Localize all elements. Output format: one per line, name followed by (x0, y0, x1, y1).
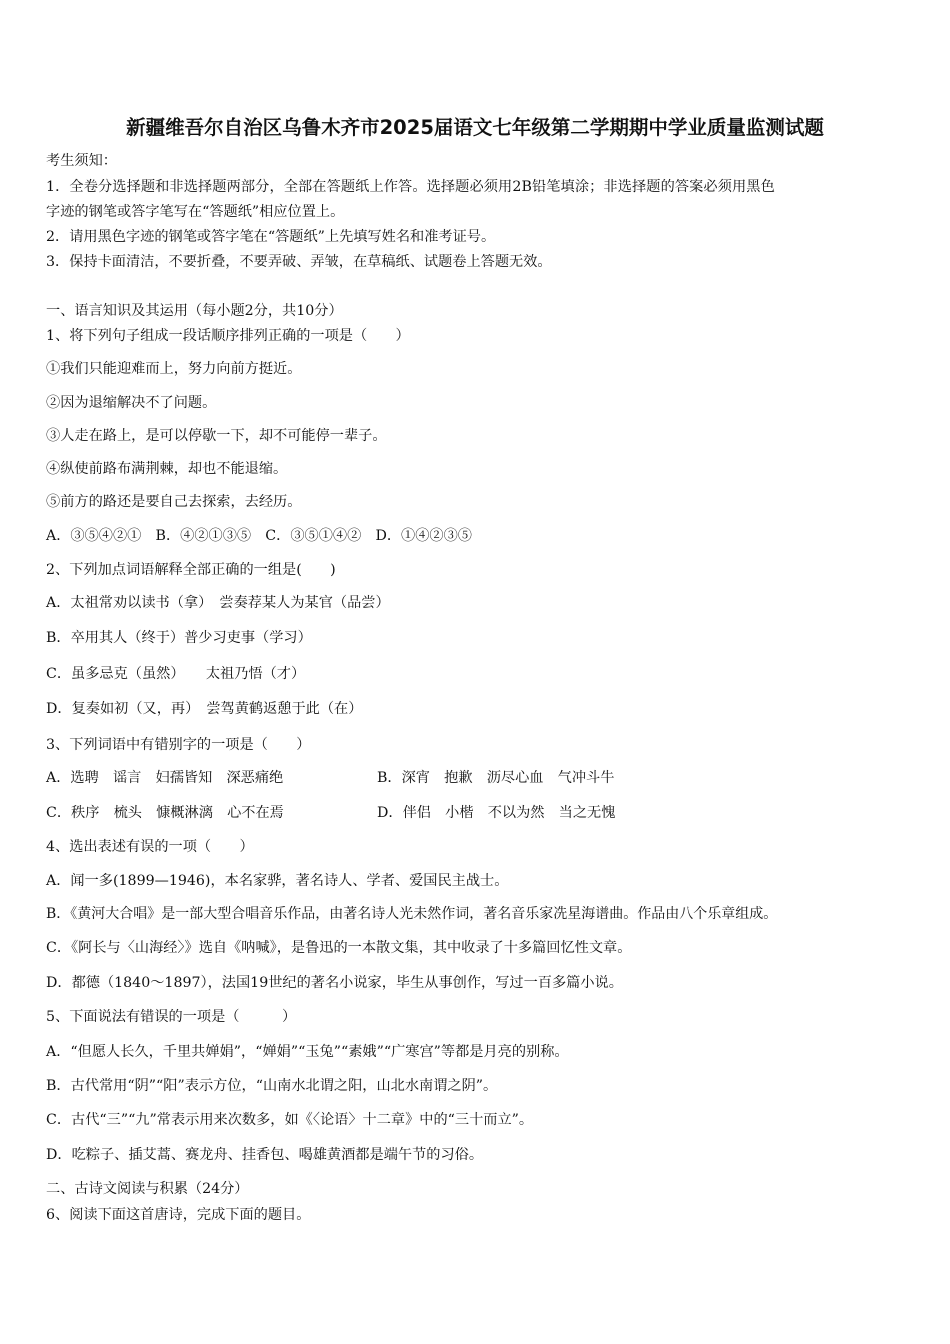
sentence-item: ③人走在路上，是可以停歇一下，却不可能停一辈子。 (46, 428, 387, 444)
notice-heading: 考生须知： (46, 153, 117, 169)
answer-option-row (46, 804, 615, 822)
answer-option: A．选聘 谣言 妇孺皆知 深恶痛绝 (46, 770, 284, 786)
sentence-item: ⑤前方的路还是要自己去探索，去经历。 (46, 494, 302, 510)
answer-option: C．古代“三”“九”常表示用来次数多，如《〈论语〉十二章》中的“三十而立”。 (46, 1112, 534, 1128)
answer-option: D．吃粽子、插艾蒿、赛龙舟、挂香包、喝雄黄酒都是端午节的习俗。 (46, 1147, 484, 1163)
question-stem: 3、下列词语中有错别字的一项是（ ） (46, 737, 311, 753)
sentence-item: ①我们只能迎难而上，努力向前方挺近。 (46, 361, 302, 377)
question-stem: 1、将下列句子组成一段话顺序排列正确的一项是（ ） (46, 328, 410, 344)
answer-option: A．太祖常劝以读书（拿） 尝奏荐某人为某官（品尝） (46, 595, 390, 611)
section-heading: 二、古诗文阅读与积累（24分） (46, 1181, 249, 1197)
answer-option: D．都德（1840～1897），法国19世纪的著名小说家，毕生从事创作，写过一百多篇小说。 (46, 975, 623, 991)
answer-options: A．③⑤④②① B．④②①③⑤ C．③⑤①④② D．①④②③⑤ (46, 528, 472, 544)
answer-option: C．《阿长与〈山海经〉》选自《呐喊》，是鲁迅的一本散文集，其中收录了十多篇回忆性文章。 (46, 940, 632, 956)
answer-option-row (46, 769, 614, 787)
notice-item: 字迹的钢笔或答字笔写在“答题纸”相应位置上。 (46, 204, 345, 220)
answer-option: B．深宵 抱歉 沥尽心血 气冲斗牛 (377, 770, 615, 786)
question-stem: 4、选出表述有误的一项（ ） (46, 839, 254, 855)
answer-option: D．伴侣 小楷 不以为然 当之无愧 (377, 805, 616, 821)
answer-option: A．“但愿人长久，千里共婵娟”，“婵娟”“玉兔”“素娥”“广寒宫”等都是月亮的别称。 (46, 1044, 569, 1060)
answer-option: B．《黄河大合唱》是一部大型合唱音乐作品，由著名诗人光未然作词，著名音乐家冼星海谱曲。作品由八个乐章组成。 (46, 906, 778, 922)
answer-option: D．复奏如初（又，再） 尝驾黄鹤返憩于此（在） (46, 701, 363, 717)
question-stem: 5、下面说法有错误的一项是（ ） (46, 1009, 297, 1025)
question-stem: 2、下列加点词语解释全部正确的一组是( ) (46, 562, 336, 578)
notice-item: 3．保持卡面清洁，不要折叠，不要弄破、弄皱，在草稿纸、试题卷上答题无效。 (46, 254, 552, 270)
notice-item: 2．请用黑色字迹的钢笔或答字笔在“答题纸”上先填写姓名和准考证号。 (46, 229, 496, 245)
sentence-item: ②因为退缩解决不了问题。 (46, 395, 217, 411)
page-title: 新疆维吾尔自治区乌鲁木齐市2025届语文七年级第二学期期中学业质量监测试题 (126, 116, 824, 139)
section-heading: 一、语言知识及其运用（每小题2分，共10分） (46, 303, 343, 319)
sentence-item: ④纵使前路布满荆棘，却也不能退缩。 (46, 461, 288, 477)
answer-option: B．古代常用“阴”“阳”表示方位，“山南水北谓之阳，山北水南谓之阴”。 (46, 1078, 498, 1094)
notice-item: 1．全卷分选择题和非选择题两部分，全部在答题纸上作答。选择题必须用2B铅笔填涂；非选择题的答案必须用黑色 (46, 179, 775, 195)
answer-option: A．闻一多(1899—1946)，本名家骅，著名诗人、学者、爱国民主战士。 (46, 873, 509, 889)
question-stem: 6、阅读下面这首唐诗，完成下面的题目。 (46, 1207, 311, 1223)
answer-option: C．虽多忌克（虽然） 太祖乃悟（才） (46, 666, 306, 682)
answer-option: C．秩序 梳头 慷概淋漓 心不在焉 (46, 805, 284, 821)
answer-option: B．卒用其人（终于）普少习吏事（学习） (46, 630, 312, 646)
